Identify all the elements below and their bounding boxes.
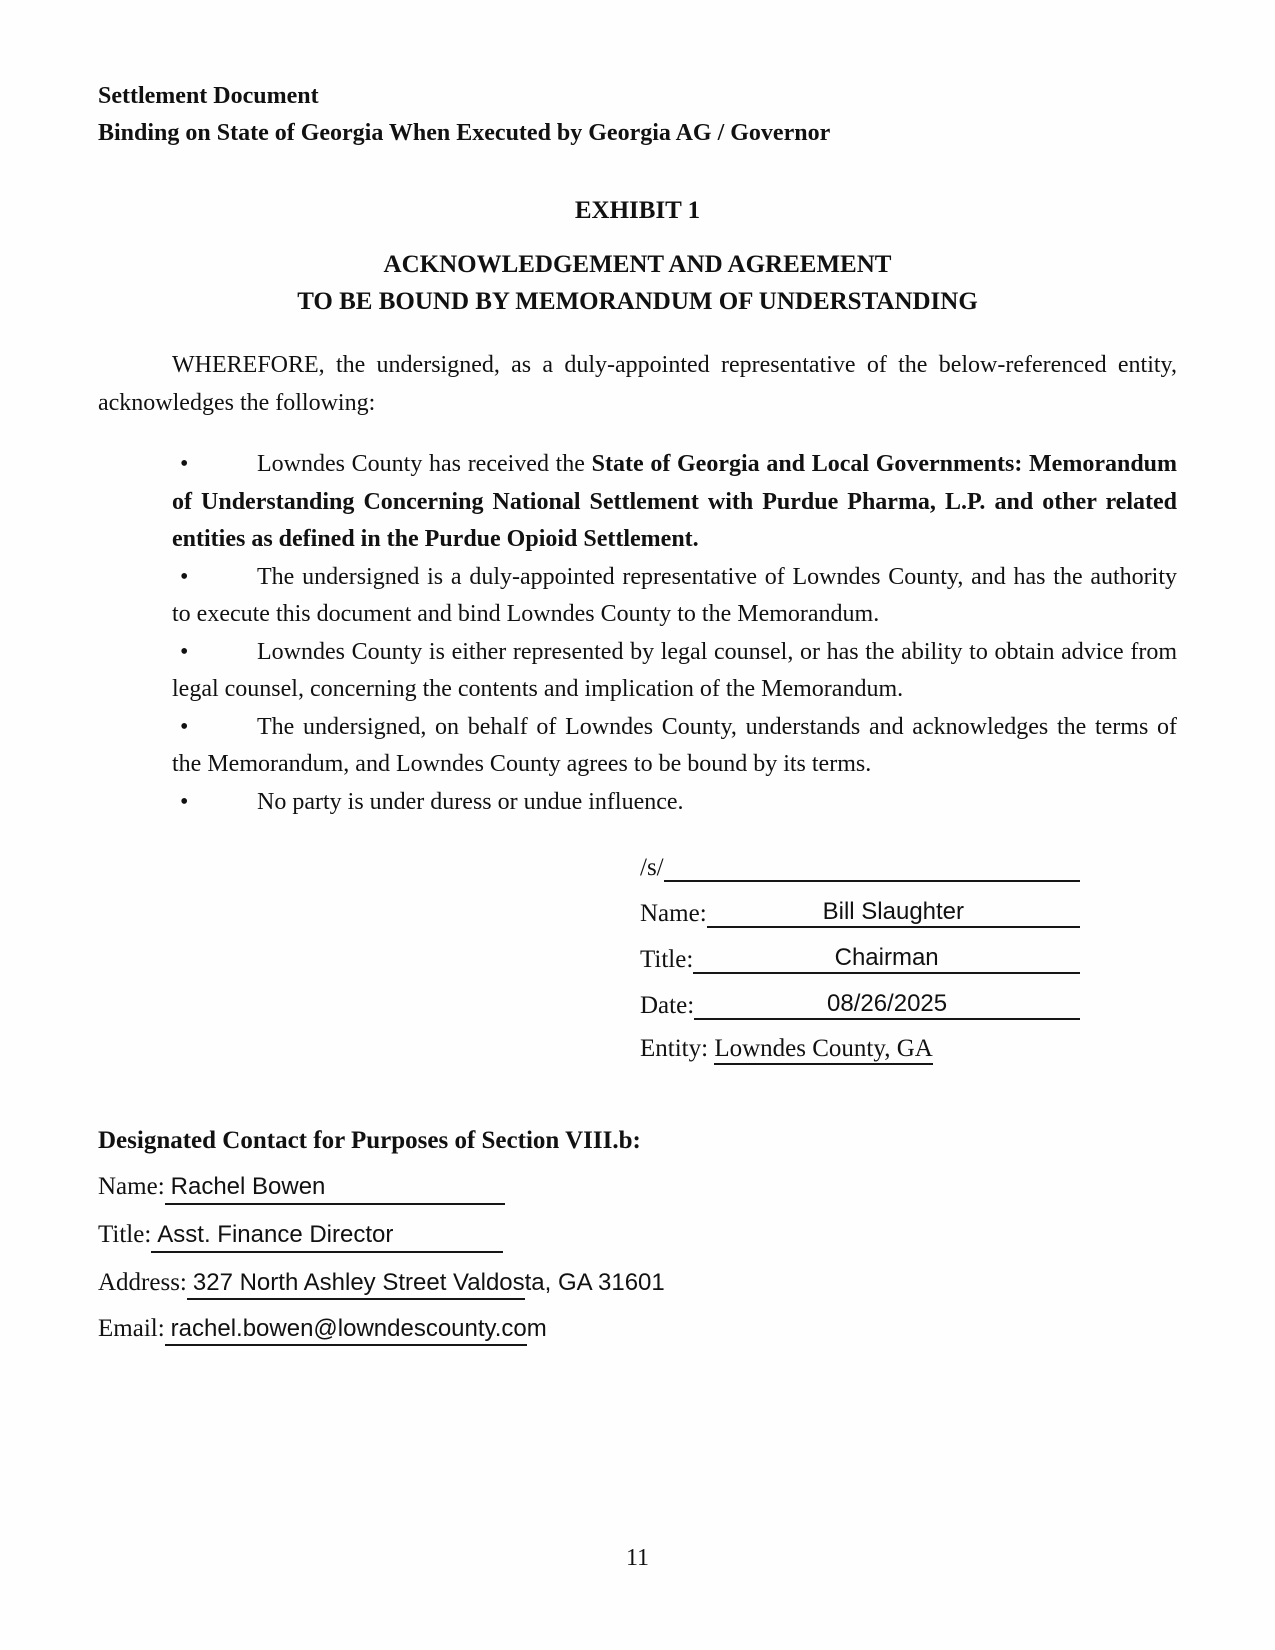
bullet-item [172,709,1177,784]
contact-section [98,1125,1177,1345]
signature-name-label: Name: [640,900,707,927]
header-line-1: Settlement Document [98,83,319,109]
bullet-marker: • [180,713,189,740]
bullet-item [172,559,1177,634]
contact-name-label: Name: [98,1173,165,1200]
document-title-line-2: TO BE BOUND BY MEMORANDUM OF UNDERSTANDING [297,288,978,315]
signature-title-value: Chairman [693,943,1080,974]
bullet-text: The undersigned is a duly-appointed representative of Lowndes County, and has the authority to execute this document and bind Lowndes County to the Memorandum. [172,563,1177,627]
signature-s-row [640,851,1080,882]
s-mark: /s/ [640,854,664,881]
contact-email-row [98,1313,1177,1345]
bullet-item [172,446,1177,559]
entity-row [640,1035,1080,1063]
entity-label: Entity: [640,1035,715,1062]
intro-paragraph: WHEREFORE, the undersigned, as a duly-appointed representative of the below-referenced entity, acknowledges the following: [98,352,1177,416]
contact-title-value: Asst. Finance Director [151,1221,503,1253]
bullet-marker: • [180,788,189,815]
bullet-item [172,784,1177,822]
bullet-text: Lowndes County has received the [257,451,592,477]
header-line-2: Binding on State of Georgia When Executed by Georgia AG / Governor [98,120,831,146]
bullet-marker: • [180,451,189,477]
contact-name-value: Rachel Bowen [165,1173,505,1205]
entity-value: Lowndes County, GA [714,1035,933,1065]
signature-title-row [640,943,1080,974]
document-title-line-1: ACKNOWLEDGEMENT AND AGREEMENT [383,251,892,278]
signature-title-label: Title: [640,946,694,973]
contact-address-value-rest: ta, GA 31601 [524,1269,665,1296]
contact-email-label: Email: [98,1315,165,1342]
signature-block [640,851,1080,1063]
document-header [98,78,1177,152]
signature-date-value: 08/26/2025 [694,989,1080,1020]
contact-title-row [98,1219,1177,1253]
contact-address-label: Address: [98,1269,187,1296]
contact-heading: Designated Contact for Purposes of Section VIII.b: [98,1127,641,1154]
bullet-text: The undersigned, on behalf of Lowndes County, understands and acknowledges the terms of the Memorandum, and Lowndes County agrees to be bound by its terms. [172,713,1177,777]
signature-date-label: Date: [640,992,695,1019]
bullet-marker: • [180,563,189,590]
document-title [98,246,1177,320]
bullet-text: Lowndes County is either represented by legal counsel, or has the ability to obtain advice from legal counsel, concerning the contents and implication of the Memorandum. [172,638,1177,702]
signature-date-row [640,989,1080,1020]
contact-name-row [98,1171,1177,1205]
signature-name-value: Bill Slaughter [707,897,1080,928]
bullet-text: No party is under duress or undue influence. [257,788,684,815]
exhibit-title: EXHIBIT 1 [574,197,701,224]
contact-email-value-rest: m [526,1315,547,1342]
bullet-text-bold: State of Georgia and Local Governments: Memorandum of Understanding Concerning National Settlement with Purdue Pharma, L.P. and other related entities as defined in the Purdue Opioid Settlement. [172,451,1178,552]
signature-line [664,851,1080,882]
contact-title-label: Title: [98,1221,152,1248]
bullet-item [172,634,1177,709]
contact-address-value-underlined: 327 North Ashley Street Valdos [187,1269,525,1300]
page-number: 11 [625,1545,650,1571]
contact-address-row [98,1267,1177,1299]
bullet-marker: • [180,638,189,665]
bullet-list [98,446,1177,821]
signature-name-row [640,897,1080,928]
contact-email-value-underlined: rachel.bowen@lowndescounty.co [165,1315,527,1346]
